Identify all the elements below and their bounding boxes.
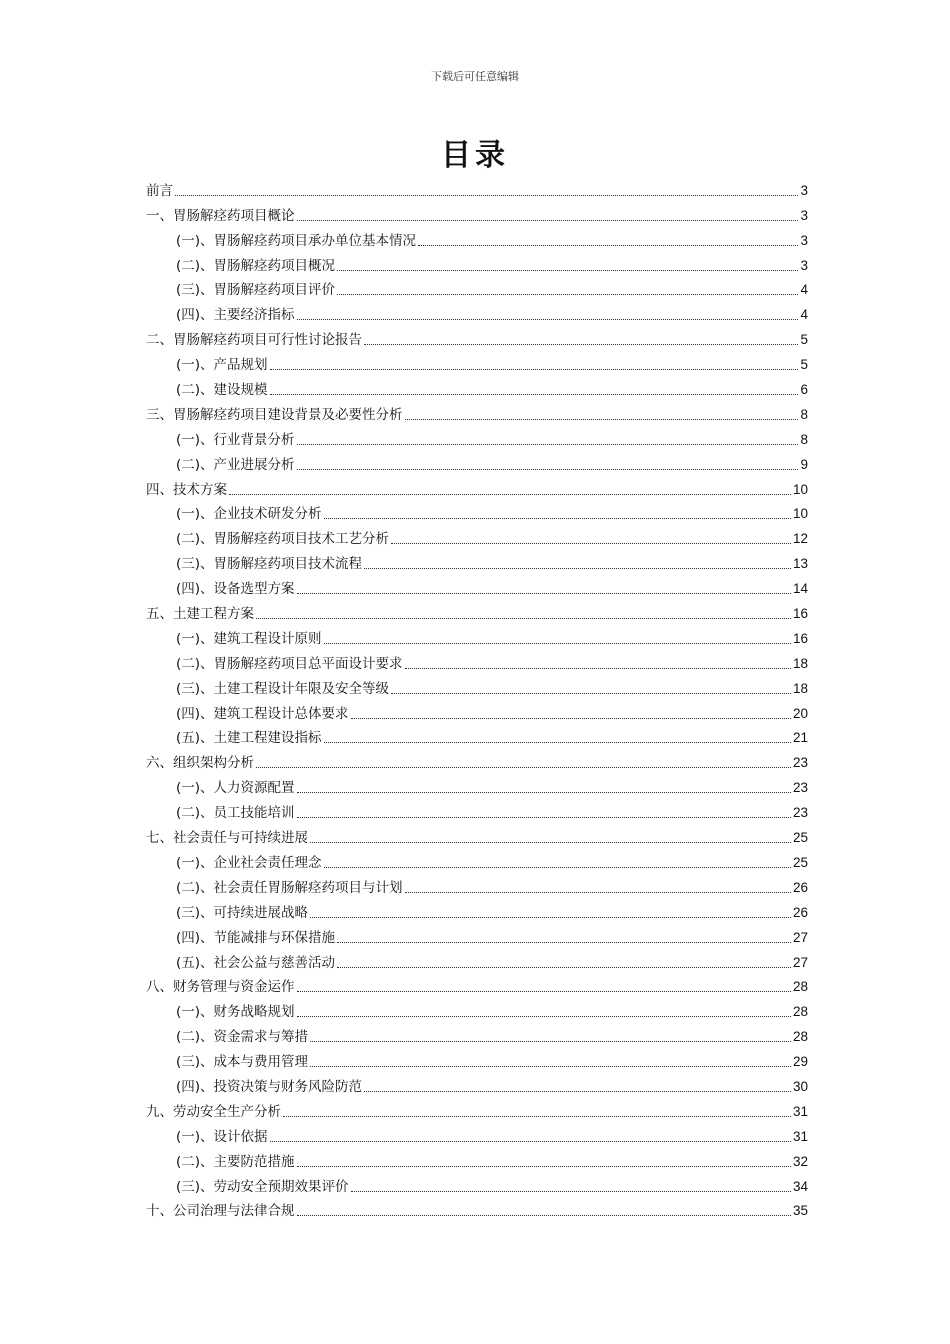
- toc-page-number: 35: [792, 1203, 808, 1219]
- dot-leader: [364, 344, 798, 345]
- toc-entry-label: (二)、社会责任胃肠解痉药项目与计划: [176, 879, 403, 896]
- toc-page-number: 10: [792, 481, 808, 497]
- dot-leader: [297, 991, 791, 992]
- toc-subentry[interactable]: [146, 374, 808, 399]
- toc-subentry[interactable]: [146, 449, 808, 474]
- toc-page-number: 8: [800, 406, 808, 422]
- toc-subentry[interactable]: [146, 723, 808, 748]
- toc-entry-label: (二)、员工技能培训: [176, 805, 295, 822]
- toc-subentry[interactable]: [146, 996, 808, 1021]
- dot-leader: [324, 643, 791, 644]
- toc-entry-label: (一)、建筑工程设计原则: [176, 630, 322, 647]
- toc-entry-label: (三)、可持续进展战略: [176, 904, 309, 921]
- toc-subentry[interactable]: [146, 623, 808, 648]
- dot-leader: [337, 270, 798, 271]
- toc-entry-label: (一)、设计依据: [176, 1128, 268, 1145]
- toc-page-number: 3: [800, 257, 808, 273]
- toc-page-number: 23: [792, 755, 808, 771]
- table-of-contents: [146, 175, 808, 1220]
- dot-leader: [391, 693, 791, 694]
- toc-page-number: 3: [800, 182, 808, 198]
- toc-page-number: 16: [792, 606, 808, 622]
- toc-entry[interactable]: [146, 747, 808, 772]
- toc-page-number: 4: [800, 307, 808, 323]
- toc-page-number: 5: [800, 357, 808, 373]
- toc-page-number: 34: [792, 1178, 808, 1194]
- toc-entry-label: (一)、产品规划: [176, 357, 268, 374]
- dot-leader: [324, 518, 791, 519]
- toc-page-number: 31: [792, 1128, 808, 1144]
- dot-leader: [297, 1166, 791, 1167]
- toc-entry[interactable]: [146, 399, 808, 424]
- toc-entry-label: 十、公司治理与法律合规: [146, 1203, 295, 1220]
- toc-entry-label: (一)、行业背景分析: [176, 431, 295, 448]
- toc-entry[interactable]: [146, 972, 808, 997]
- toc-entry-label: (四)、投资决策与财务风险防范: [176, 1078, 363, 1095]
- dot-leader: [405, 892, 791, 893]
- toc-entry-label: (三)、胃肠解痉药项目技术流程: [176, 556, 363, 573]
- toc-subentry[interactable]: [146, 1171, 808, 1196]
- toc-page-number: 27: [792, 954, 808, 970]
- dot-leader: [297, 817, 791, 818]
- toc-page-number: 14: [792, 581, 808, 597]
- dot-leader: [310, 917, 791, 918]
- dot-leader: [351, 1191, 791, 1192]
- toc-page-number: 26: [792, 904, 808, 920]
- dot-leader: [297, 593, 791, 594]
- toc-subentry[interactable]: [146, 897, 808, 922]
- toc-subentry[interactable]: [146, 299, 808, 324]
- toc-page-number: 23: [792, 805, 808, 821]
- toc-subentry[interactable]: [146, 275, 808, 300]
- toc-subentry[interactable]: [146, 1121, 808, 1146]
- toc-subentry[interactable]: [146, 698, 808, 723]
- dot-leader: [364, 1091, 791, 1092]
- toc-page-number: 32: [792, 1153, 808, 1169]
- toc-entry-label: (三)、成本与费用管理: [176, 1054, 309, 1071]
- toc-page-number: 18: [792, 680, 808, 696]
- toc-entry[interactable]: [146, 324, 808, 349]
- toc-page-number: 3: [800, 207, 808, 223]
- toc-entry-label: 一、胃肠解痉药项目概论: [146, 207, 295, 224]
- toc-entry[interactable]: [146, 1096, 808, 1121]
- toc-entry-label: (五)、社会公益与慈善活动: [176, 954, 336, 971]
- toc-entry[interactable]: [146, 474, 808, 499]
- toc-subentry[interactable]: [146, 1071, 808, 1096]
- toc-page-number: 29: [792, 1054, 808, 1070]
- toc-subentry[interactable]: [146, 573, 808, 598]
- toc-entry[interactable]: [146, 598, 808, 623]
- dot-leader: [337, 942, 791, 943]
- toc-page-number: 28: [792, 1029, 808, 1045]
- toc-page-number: 9: [800, 456, 808, 472]
- toc-entry-label: 九、劳动安全生产分析: [146, 1103, 281, 1120]
- toc-page-number: 26: [792, 879, 808, 895]
- toc-entry-label: (一)、企业技术研发分析: [176, 506, 322, 523]
- toc-page-number: 28: [792, 1004, 808, 1020]
- toc-page-number: 3: [800, 232, 808, 248]
- toc-entry-label: (一)、胃肠解痉药项目承办单位基本情况: [176, 232, 417, 249]
- dot-leader: [351, 718, 791, 719]
- toc-page-number: 27: [792, 929, 808, 945]
- toc-entry-label: 前言: [146, 182, 173, 199]
- toc-entry-label: (三)、胃肠解痉药项目评价: [176, 282, 336, 299]
- toc-subentry[interactable]: [146, 772, 808, 797]
- toc-entry[interactable]: [146, 822, 808, 847]
- toc-entry-label: 四、技术方案: [146, 481, 227, 498]
- dot-leader: [364, 568, 791, 569]
- dot-leader: [175, 195, 798, 196]
- dot-leader: [256, 618, 791, 619]
- dot-leader: [270, 394, 799, 395]
- toc-subentry[interactable]: [146, 548, 808, 573]
- toc-entry-label: (四)、节能减排与环保措施: [176, 929, 336, 946]
- toc-subentry[interactable]: [146, 847, 808, 872]
- dot-leader: [297, 220, 799, 221]
- dot-leader: [229, 494, 791, 495]
- toc-entry-label: (二)、胃肠解痉药项目总平面设计要求: [176, 655, 403, 672]
- toc-page-number: 18: [792, 655, 808, 671]
- dot-leader: [297, 444, 799, 445]
- dot-leader: [405, 419, 799, 420]
- toc-subentry[interactable]: [146, 1146, 808, 1171]
- toc-entry-label: (五)、土建工程建设指标: [176, 730, 322, 747]
- toc-subentry[interactable]: [146, 922, 808, 947]
- toc-entry[interactable]: [146, 200, 808, 225]
- toc-page-number: 6: [800, 382, 808, 398]
- toc-subentry[interactable]: [146, 1046, 808, 1071]
- toc-entry[interactable]: [146, 175, 808, 200]
- toc-entry-label: (四)、设备选型方案: [176, 581, 295, 598]
- toc-subentry[interactable]: [146, 523, 808, 548]
- toc-page-number: 13: [792, 556, 808, 572]
- dot-leader: [297, 319, 799, 320]
- toc-page-number: 5: [800, 332, 808, 348]
- toc-entry-label: (三)、土建工程设计年限及安全等级: [176, 680, 390, 697]
- toc-page-number: 21: [792, 730, 808, 746]
- toc-page-number: 10: [792, 506, 808, 522]
- dot-leader: [310, 1041, 791, 1042]
- dot-leader: [337, 294, 798, 295]
- toc-entry-label: 七、社会责任与可持续进展: [146, 830, 308, 847]
- toc-entry-label: (一)、人力资源配置: [176, 780, 295, 797]
- toc-entry-label: (二)、资金需求与筹措: [176, 1029, 309, 1046]
- dot-leader: [418, 245, 798, 246]
- toc-page-number: 23: [792, 780, 808, 796]
- toc-subentry[interactable]: [146, 349, 808, 374]
- toc-entry[interactable]: [146, 1196, 808, 1221]
- dot-leader: [256, 767, 791, 768]
- toc-subentry[interactable]: [146, 225, 808, 250]
- toc-entry-label: 六、组织架构分析: [146, 755, 254, 772]
- toc-page-number: 16: [792, 630, 808, 646]
- toc-subentry[interactable]: [146, 872, 808, 897]
- toc-page-number: 4: [800, 282, 808, 298]
- dot-leader: [324, 742, 791, 743]
- toc-subentry[interactable]: [146, 1021, 808, 1046]
- dot-leader: [270, 1141, 791, 1142]
- toc-page-number: 25: [792, 830, 808, 846]
- dot-leader: [270, 369, 799, 370]
- dot-leader: [297, 1215, 791, 1216]
- toc-entry-label: 三、胃肠解痉药项目建设背景及必要性分析: [146, 406, 403, 423]
- page-header: 下载后可任意编辑: [431, 70, 519, 83]
- page-title: 目录: [441, 138, 509, 173]
- dot-leader: [324, 867, 791, 868]
- dot-leader: [297, 1016, 791, 1017]
- dot-leader: [391, 543, 791, 544]
- toc-entry-label: (四)、建筑工程设计总体要求: [176, 705, 349, 722]
- toc-subentry[interactable]: [146, 499, 808, 524]
- toc-entry-label: 八、财务管理与资金运作: [146, 979, 295, 996]
- toc-page-number: 20: [792, 705, 808, 721]
- dot-leader: [297, 469, 799, 470]
- toc-subentry[interactable]: [146, 424, 808, 449]
- dot-leader: [283, 1116, 791, 1117]
- toc-entry-label: 二、胃肠解痉药项目可行性讨论报告: [146, 332, 362, 349]
- toc-subentry[interactable]: [146, 797, 808, 822]
- dot-leader: [297, 792, 791, 793]
- toc-entry-label: (二)、主要防范措施: [176, 1153, 295, 1170]
- toc-page-number: 8: [800, 431, 808, 447]
- dot-leader: [310, 1066, 791, 1067]
- toc-entry-label: (二)、胃肠解痉药项目概况: [176, 257, 336, 274]
- toc-page-number: 28: [792, 979, 808, 995]
- toc-page-number: 31: [792, 1103, 808, 1119]
- toc-entry-label: (三)、劳动安全预期效果评价: [176, 1178, 349, 1195]
- toc-page-number: 12: [792, 531, 808, 547]
- toc-subentry[interactable]: [146, 250, 808, 275]
- toc-entry-label: (四)、主要经济指标: [176, 307, 295, 324]
- toc-entry-label: (二)、胃肠解痉药项目技术工艺分析: [176, 531, 390, 548]
- toc-entry-label: (一)、企业社会责任理念: [176, 854, 322, 871]
- toc-entry-label: (一)、财务战略规划: [176, 1004, 295, 1021]
- toc-entry-label: (二)、产业进展分析: [176, 456, 295, 473]
- toc-entry-label: 五、土建工程方案: [146, 606, 254, 623]
- dot-leader: [337, 967, 791, 968]
- toc-subentry[interactable]: [146, 648, 808, 673]
- toc-page-number: 25: [792, 854, 808, 870]
- toc-entry-label: (二)、建设规模: [176, 382, 268, 399]
- toc-page-number: 30: [792, 1078, 808, 1094]
- dot-leader: [405, 668, 791, 669]
- toc-subentry[interactable]: [146, 947, 808, 972]
- dot-leader: [310, 842, 791, 843]
- toc-subentry[interactable]: [146, 673, 808, 698]
